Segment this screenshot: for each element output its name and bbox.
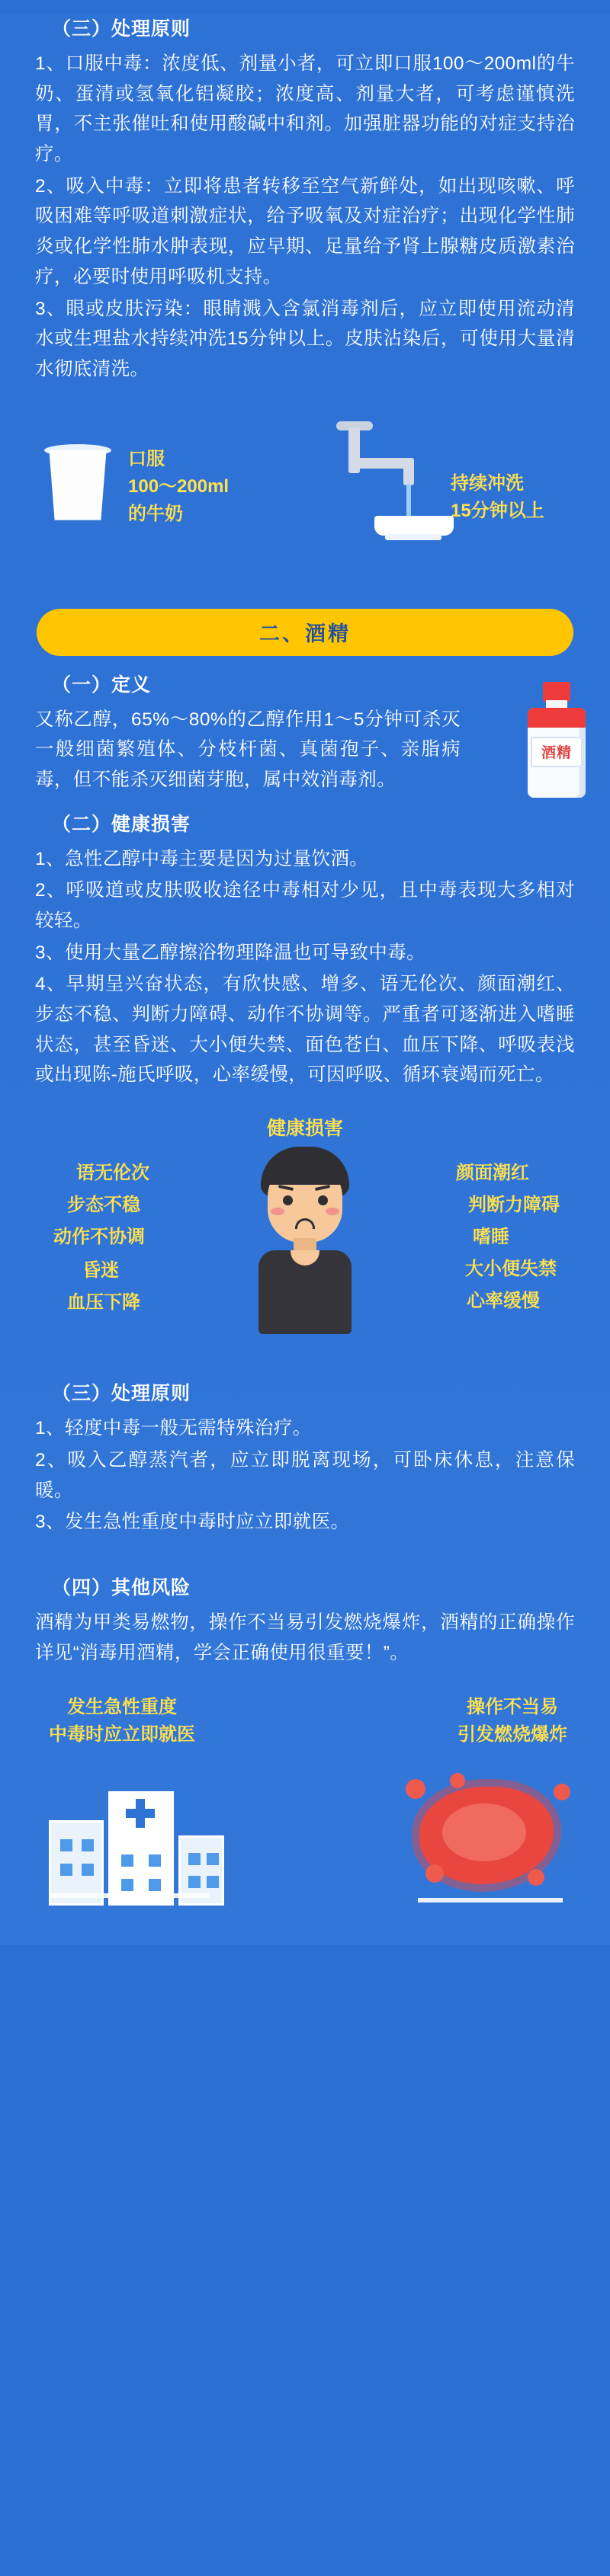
water-tap-icon — [301, 427, 544, 549]
explosion-spark — [450, 1773, 465, 1788]
symptom-left-1: 语无伦次 — [76, 1163, 149, 1184]
bottom-right-line1: 操作不当易 — [467, 1697, 558, 1718]
symptom-right-5: 心率缓慢 — [467, 1291, 540, 1312]
figure-title: 健康损害 — [266, 1118, 344, 1140]
person-eye-right — [318, 1195, 328, 1205]
health-harm-heading: （二）健康损害 — [52, 813, 191, 835]
hospital-ground-line — [49, 1893, 209, 1898]
hospital-window — [149, 1854, 161, 1867]
section1-paragraph-3: 3、眼或皮肤污染：眼睛溅入含氯消毒剂后，应立即使用流动清水或生理盐水持续冲洗15分钟以上。皮肤沾染后，可使用大量清水彻底清洗。 — [35, 298, 575, 379]
explosion-spark — [528, 1869, 544, 1886]
symptom-right-3: 嗜睡 — [473, 1227, 509, 1248]
hospital-window — [60, 1839, 72, 1851]
symptom-left-4: 昏迷 — [82, 1260, 119, 1282]
rinse-line1: 持续冲洗 — [451, 472, 524, 494]
bottle-cap — [543, 682, 570, 702]
symptom-right-2: 判断力障碍 — [468, 1195, 560, 1216]
hospital-window — [121, 1879, 133, 1891]
symptom-right-1: 颜面潮红 — [456, 1163, 529, 1184]
hospital-window — [60, 1864, 72, 1876]
explosion-spark — [406, 1779, 425, 1799]
illustration-symptoms — [0, 1113, 610, 1365]
illustration-bottom — [0, 1694, 610, 1922]
hospital-window — [207, 1876, 219, 1888]
principles-paragraph-3: 3、发生急性重度中毒时应立即就医。 — [35, 1512, 350, 1533]
hospital-building-icon — [49, 1776, 224, 1906]
health-harm-paragraph-2: 2、呼吸道或皮肤吸收途径中毒相对少见，且中毒表现大多相对较轻。 — [35, 880, 575, 931]
section-alcohol-health-harm — [0, 809, 610, 1091]
water-stream — [406, 484, 411, 517]
health-harm-paragraph-1: 1、急性乙醇中毒主要是因为过量饮酒。 — [35, 848, 369, 869]
bottom-left-line2: 中毒时应立即就医 — [49, 1724, 195, 1746]
symptom-left-2: 步态不稳 — [67, 1195, 140, 1216]
milk-liquid — [50, 456, 105, 516]
person-blush-right — [326, 1208, 339, 1215]
explosion-icon — [403, 1773, 570, 1910]
section1-paragraph-1: 1、口服中毒：浓度低、剂量小者，可立即口服100〜200ml的牛奶、蛋清或氢氧化铝凝胶；浓度高、剂量大者，可考虑谨慎洗胃，不主张催吐和使用酸碱中和剂。加强脏器功能的对症支持治疗。 — [35, 53, 575, 165]
explosion-ground-line — [418, 1898, 563, 1902]
hospital-cross-horizontal — [126, 1809, 155, 1818]
hospital-window — [121, 1854, 133, 1867]
hospital-window — [188, 1853, 201, 1865]
section-banner-alcohol — [37, 609, 573, 656]
section-alcohol-principles — [0, 1378, 610, 1538]
bottom-right-caption — [458, 1694, 567, 1749]
sink-base — [385, 534, 441, 540]
oral-dose-line2: 100〜200ml — [128, 475, 230, 497]
person-eye-left — [283, 1195, 293, 1205]
bottle-shoulder — [528, 708, 586, 728]
rinse-duration-label — [451, 470, 544, 525]
symptom-left-3: 动作不协调 — [53, 1227, 145, 1248]
tap-spout — [403, 466, 414, 485]
banner-label: 二、酒精 — [259, 622, 351, 646]
section1-heading: （三）处理原则 — [52, 18, 191, 40]
health-harm-paragraph-3: 3、使用大量乙醇擦浴物理降温也可导致中毒。 — [35, 942, 426, 963]
section1-paragraph-2: 2、吸入中毒：立即将患者转移至空气新鲜处，如出现咳嗽、呼吸困难等呼吸道刺激症状，给予吸氧及对症治疗；出现化学性肺炎或化学性肺水肿表现，应早期、足量给予肾上腺糖皮质激素治疗，必要时使用呼吸机支持。 — [35, 175, 575, 287]
bottom-right-line2: 引发燃烧爆炸 — [458, 1724, 567, 1746]
oral-dose-line3: 的牛奶 — [128, 503, 183, 524]
illustration-milk-and-tap — [0, 411, 610, 563]
hospital-window — [82, 1864, 94, 1876]
principles-paragraph-1: 1、轻度中毒一般无需特殊治疗。 — [35, 1418, 312, 1439]
rinse-line2: 15分钟以上 — [451, 500, 544, 521]
explosion-spark — [425, 1864, 444, 1883]
definition-text: 又称乙醇，65%〜80%的乙醇作用1〜5分钟可杀灭一般细菌繁殖体、分枝杆菌、真菌孢子、亲脂病毒，但不能杀灭细菌芽胞，属中效消毒剂。 — [35, 709, 461, 790]
hospital-window — [188, 1876, 201, 1888]
explosion-inner — [442, 1803, 526, 1861]
hospital-window — [207, 1853, 219, 1865]
section-alcohol-definition — [0, 670, 610, 795]
principles-heading: （三）处理原则 — [52, 1383, 191, 1405]
other-risk-text: 酒精为甲类易燃物，操作不当易引发燃烧爆炸，酒精的正确操作详见“消毒用酒精，学会正确使用很重要！”。 — [35, 1611, 575, 1663]
section-handling-principles-chlorine — [0, 14, 610, 385]
definition-heading: （一）定义 — [52, 674, 152, 696]
person-blush-left — [271, 1208, 284, 1215]
section-alcohol-other-risk — [0, 1573, 610, 1668]
oral-dose-label — [128, 446, 229, 528]
principles-paragraph-2: 2、吸入乙醇蒸汽者，应立即脱离现场，可卧床休息，注意保暖。 — [35, 1449, 575, 1501]
sink-basin — [374, 516, 454, 536]
other-risk-heading: （四）其他风险 — [52, 1576, 191, 1598]
drunk-person-icon — [248, 1147, 362, 1337]
hospital-window — [149, 1879, 161, 1891]
symptom-right-4: 大小便失禁 — [465, 1259, 557, 1280]
bottle-label: 酒精 — [531, 737, 583, 767]
hospital-window — [82, 1839, 94, 1851]
oral-dose-line1: 口服 — [128, 448, 165, 469]
person-hair-front — [265, 1154, 345, 1185]
symptom-left-5: 血压下降 — [67, 1292, 140, 1314]
health-harm-paragraph-4: 4、早期呈兴奋状态，有欣快感、增多、语无伦次、颜面潮红、步态不稳、判断力障碍、动作不协调等。严重者可逐渐进入嗜睡状态，甚至昏迷、大小便失禁、面色苍白、血压下降、呼吸表浅或出现陈-施氏呼吸，心率缓慢，可因呼吸、循环衰竭而死亡。 — [35, 974, 575, 1086]
bottom-left-caption — [49, 1694, 195, 1749]
explosion-spark — [554, 1784, 570, 1800]
bottom-left-line1: 发生急性重度 — [67, 1697, 177, 1718]
alcohol-bottle-icon — [520, 682, 593, 804]
poster-page — [0, 14, 610, 1945]
